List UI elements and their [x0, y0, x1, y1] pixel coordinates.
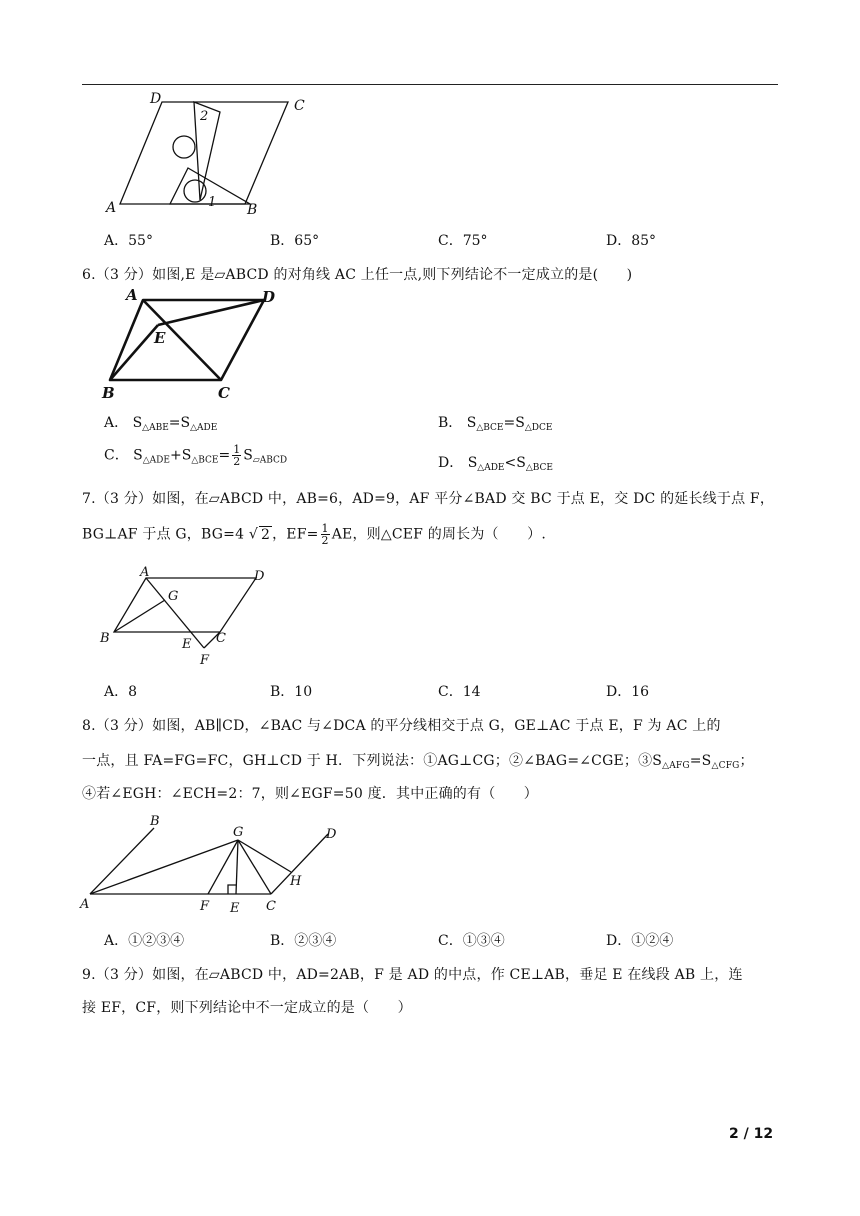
q7-label-g: G — [168, 589, 179, 604]
q8-stem-line3: ④若∠EGH：∠ECH=2：7，则∠EGF=50 度．其中正确的有（ ） — [82, 786, 539, 802]
q8-line-ag — [90, 840, 238, 894]
q6-label-d: D — [262, 288, 276, 306]
q5-angle-1: 1 — [208, 195, 217, 210]
q6-option-c: C． $S_{\triangle ADE}+S_{\triangle BCE}=$ $\frac{1}{2}$ $S_{▱ABCD}$ — [104, 443, 288, 468]
q8-option-b: B．②③④ — [270, 933, 337, 949]
q5-option-a: A．55° — [104, 233, 153, 249]
q5-figure — [100, 88, 320, 218]
parallelogram-symbol: ▱ — [214, 267, 226, 283]
q8-option-c: C．①③④ — [438, 933, 505, 949]
q6-option-b: B． $S_{\triangle BCE}=S_{\triangle DCE}$ — [438, 415, 553, 433]
q5-label-c: C — [294, 98, 305, 114]
q7-option-a: A．8 — [104, 684, 138, 700]
q7-line-bg — [114, 600, 165, 632]
q8-label-e: E — [230, 901, 240, 916]
q7-option-b: B．10 — [270, 684, 313, 700]
q8-line-gh — [238, 840, 291, 872]
q8-stem-line1: 8.（3 分）如图，AB∥CD，∠BAC 与∠DCA 的平分线相交于点 G，GE⊥AC 于点 E，F 为 AC 上的 — [82, 718, 721, 734]
q6-option-d: D． $S_{\triangle ADE}<S_{\triangle BCE}$ — [438, 455, 553, 473]
q7-label-a: A — [140, 565, 150, 580]
q8-label-d: D — [326, 827, 337, 842]
q6-option-a: A． $S_{\triangle ABE}=S_{\triangle ADE}$ — [104, 415, 218, 433]
q5-label-d: D — [150, 91, 162, 107]
q5-option-b: B．65° — [270, 233, 320, 249]
q7-stem-line2: BG⊥AF 于点 G，BG=4 √ 2 ，EF= $\frac{1}{2}$ AE，则△CEF 的周长为（ ）. — [82, 522, 546, 547]
q5-angle-2: 2 — [200, 109, 209, 124]
q6-label-c: C — [218, 384, 230, 402]
q6-label-e: E — [154, 329, 166, 347]
q8-ray-ab — [90, 828, 154, 894]
q8-figure — [78, 812, 348, 918]
q7-option-c: C．14 — [438, 684, 481, 700]
sqrt-symbol: √ — [248, 526, 258, 543]
q6-parallelogram — [110, 300, 264, 380]
fraction-one-half: $\frac{1}{2}$ — [233, 443, 241, 468]
q8-stem-line2: 一点，且 FA=FG=FC，GH⊥CD 于 H．下列说法：①AG⊥CG；②∠BAG=∠CGE；$③S_{\triangle AFG}=S_{\triangle CFG}$； — [82, 753, 754, 771]
q5-option-c: C．75° — [438, 233, 488, 249]
q5-label-a: A — [106, 200, 117, 216]
q8-label-f: F — [200, 899, 210, 914]
q8-line-gc — [238, 840, 271, 894]
q6-label-b: B — [102, 384, 115, 402]
q8-label-a: A — [80, 897, 90, 912]
q6-segment-eb — [110, 325, 158, 380]
q8-option-d: D．①②④ — [606, 933, 674, 949]
q7-option-d: D．16 — [606, 684, 650, 700]
q5-option-d: D．85° — [606, 233, 657, 249]
q7-figure — [96, 562, 276, 670]
q6-segment-ed — [158, 300, 264, 325]
fraction-one-half: $\frac{1}{2}$ — [321, 522, 329, 547]
q5-label-b: B — [247, 202, 258, 218]
q7-parallelogram — [114, 578, 256, 632]
q8-line-gf — [208, 840, 238, 894]
q8-label-g: G — [233, 825, 244, 840]
q6-label-a: A — [126, 286, 138, 304]
q8-label-c: C — [266, 899, 276, 914]
page-number: 2 / 12 — [729, 1126, 774, 1142]
q7-label-b: B — [100, 631, 110, 646]
q8-right-angle-mark — [228, 885, 236, 894]
q6-figure — [98, 286, 288, 402]
header-rule — [82, 84, 778, 85]
q8-line-ge — [236, 840, 238, 894]
q5-circle-upper — [173, 136, 195, 158]
q8-label-b: B — [150, 814, 160, 829]
q9-stem-line2: 接 EF，CF，则下列结论中不一定成立的是（ ） — [82, 1000, 412, 1016]
q9-stem-line1: 9.（3 分）如图，在▱ABCD 中，AD=2AB，F 是 AD 的中点，作 CE⊥AB，垂足 E 在线段 AB 上，连 — [82, 967, 743, 983]
q7-stem-line1: 7.（3 分）如图，在▱ABCD 中，AB=6，AD=9，AF 平分∠BAD 交 BC 于点 E，交 DC 的延长线于点 F， — [82, 491, 775, 507]
q6-stem: 6.（3 分）如图,E 是▱ABCD 的对角线 AC 上任一点,则下列结论不一定成立的是( ) — [82, 267, 633, 283]
q7-label-c: C — [216, 631, 226, 646]
q7-label-d: D — [254, 569, 265, 584]
q7-label-e: E — [182, 637, 192, 652]
q8-label-h: H — [290, 874, 302, 889]
q8-option-a: A．①②③④ — [104, 933, 185, 949]
q7-label-f: F — [200, 653, 210, 668]
